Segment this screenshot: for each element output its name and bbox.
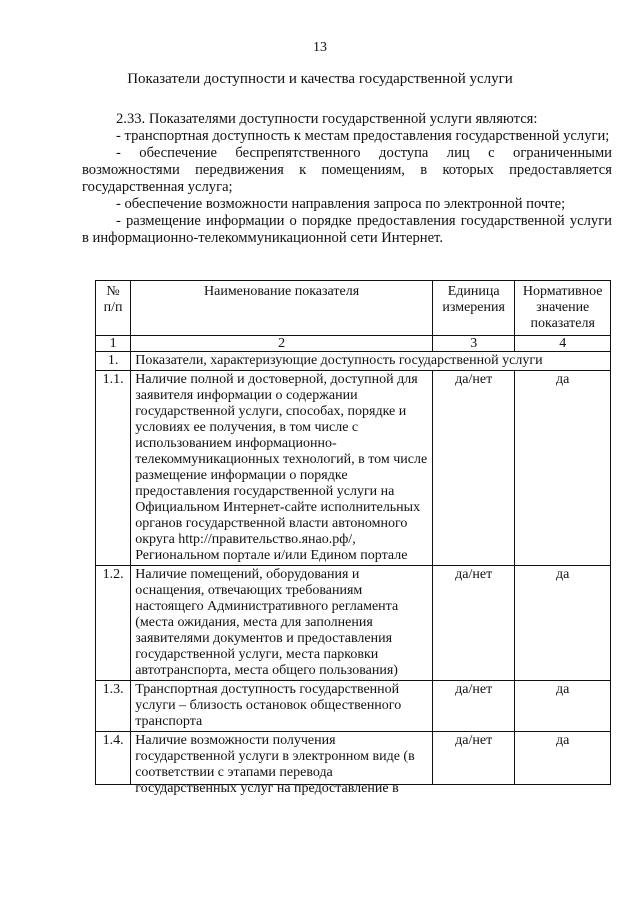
column-number: 3 bbox=[432, 336, 514, 352]
row-num: 1.3. bbox=[96, 681, 131, 732]
indicators-table bbox=[95, 280, 611, 796]
paragraph-item: - обеспечение беспрепятственного доступа лиц с ограниченными возможностями передвижения к помещениям, в которых предоставляется государственная услуга; bbox=[82, 145, 612, 195]
paragraph-item: - обеспечение возможности направления запроса по электронной почте; bbox=[116, 196, 566, 212]
row-name-clipped: Наличие возможности получения государственной услуги в электронном виде (в соответствии с этапами перевода государственных услуг на предоставление в bbox=[135, 733, 415, 796]
section-title: Показатели доступности и качества государственной услуги bbox=[127, 71, 513, 87]
row-unit: да/нет bbox=[432, 566, 514, 681]
paragraph-item: - размещение информации о порядке предоставления государственной услуги в информационно-телекоммуникационной сети Интернет. bbox=[82, 213, 612, 246]
row-norm: да bbox=[515, 371, 611, 566]
row-num: 1.4. bbox=[96, 732, 131, 785]
row-name: Транспортная доступность государственной услуги – близость остановок общественного транспорта bbox=[131, 681, 433, 732]
column-numbers-row bbox=[96, 336, 611, 352]
row-unit: да/нет bbox=[432, 681, 514, 732]
row-unit: да/нет bbox=[432, 732, 514, 785]
row-name: Наличие полной и достоверной, доступной для заявителя информации о содержании государственной услуги, способах, порядке и условиях ее получения, в том числе с использованием информационно-телекоммуникационных технологий, в том числе размещение информации о порядке предоставления государственной услуги на Официальном Интернет-сайте исполнительных органов государственной власти автономного округа http://правительство.янао.рф/, Региональном портале и/или Едином портале bbox=[131, 371, 433, 566]
column-number: 4 bbox=[515, 336, 611, 352]
header-unit: Единица измерения bbox=[432, 281, 514, 336]
header-name: Наименование показателя bbox=[131, 281, 433, 336]
paragraph-intro: 2.33. Показателями доступности государственной услуги являются: bbox=[116, 111, 538, 127]
row-norm: да bbox=[515, 566, 611, 681]
group-num: 1. bbox=[96, 352, 131, 371]
row-name bbox=[131, 732, 433, 796]
row-norm: да bbox=[515, 732, 611, 785]
row-num: 1.2. bbox=[96, 566, 131, 681]
group-title: Показатели, характеризующие доступность государственной услуги bbox=[131, 352, 611, 371]
column-number: 2 bbox=[131, 336, 433, 352]
row-norm: да bbox=[515, 681, 611, 732]
body-text bbox=[82, 111, 612, 247]
table-row bbox=[96, 566, 611, 681]
header-num: № п/п bbox=[96, 281, 131, 336]
table-row bbox=[96, 732, 611, 785]
group-row bbox=[96, 352, 611, 371]
page-number: 13 bbox=[313, 40, 327, 55]
table-row bbox=[96, 371, 611, 566]
table-header-row bbox=[96, 281, 611, 336]
header-norm: Нормативное значение показателя bbox=[515, 281, 611, 336]
row-num: 1.1. bbox=[96, 371, 131, 566]
table-row bbox=[96, 681, 611, 732]
row-unit: да/нет bbox=[432, 371, 514, 566]
paragraph-item: - транспортная доступность к местам предоставления государственной услуги; bbox=[116, 128, 610, 144]
row-name: Наличие помещений, оборудования и оснащения, отвечающих требованиям настоящего Административного регламента (места ожидания, места для заполнения заявителями документов и предоставления государственной услуги, места парковки автотранспорта, места общего пользования) bbox=[131, 566, 433, 681]
column-number: 1 bbox=[96, 336, 131, 352]
